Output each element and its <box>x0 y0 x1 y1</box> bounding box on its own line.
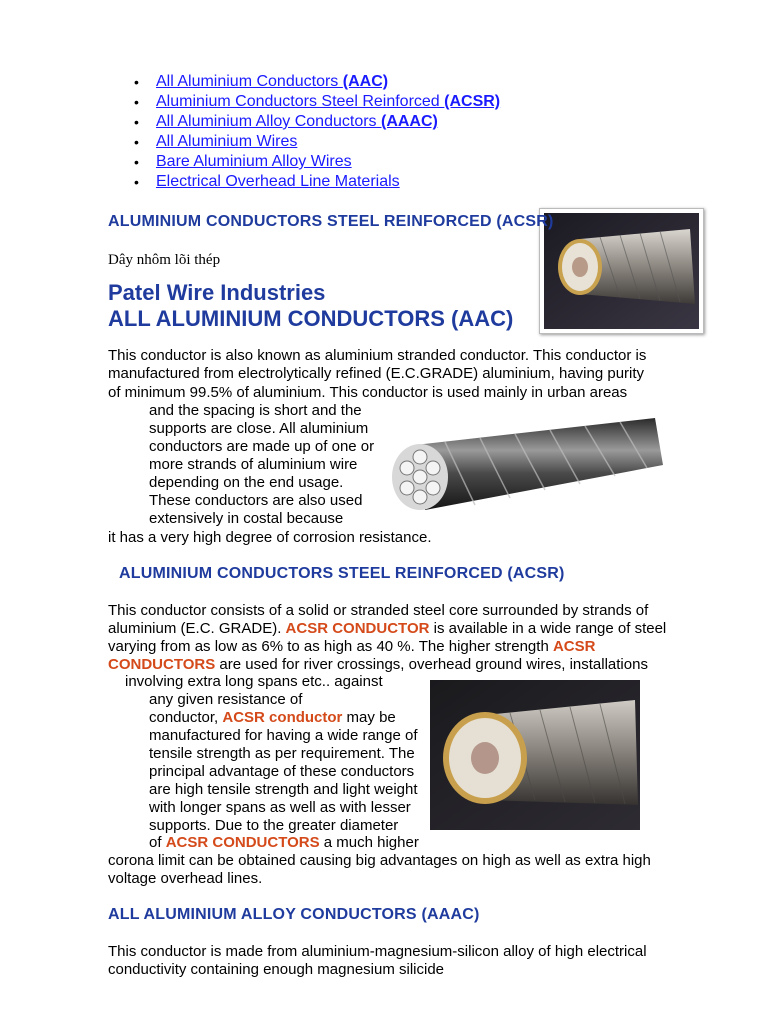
acsr-cable-photo <box>540 209 703 333</box>
acsr-highlight: ACSR <box>552 638 596 655</box>
link-aac[interactable]: All Aluminium Conductors (AAC) <box>156 73 389 90</box>
acsr-cable-photo-large <box>430 680 640 830</box>
acsr-line: voltage overhead lines. <box>108 870 263 887</box>
list-item <box>136 72 500 92</box>
acsr-line <box>108 620 666 638</box>
link-all-aluminium-wires[interactable]: All Aluminium Wires <box>156 133 298 150</box>
acsr-line <box>149 834 419 852</box>
acsr-highlight: ACSR CONDUCTOR <box>285 620 430 637</box>
list-item <box>136 172 500 192</box>
aac-line: This conductor is also known as aluminium stranded conductor. This conductor is <box>108 347 647 364</box>
text-run: varying from as low as 6% to as high as 40 %. The higher strength <box>108 638 553 655</box>
text-run: conductor, <box>149 709 223 726</box>
aac-line: depending on the end usage. <box>149 474 344 491</box>
acsr-line: corona limit can be obtained causing big advantages on high as well as extra high <box>108 852 651 869</box>
aaac-line: This conductor is made from aluminium-magnesium-silicon alloy of high electrical <box>108 943 647 960</box>
acsr-line: with longer spans as well as with lesser <box>149 799 411 816</box>
acsr-highlight: CONDUCTORS <box>108 656 216 673</box>
acsr-line <box>108 656 648 674</box>
heading-acsr: ALUMINIUM CONDUCTORS STEEL REINFORCED (ACSR) <box>119 565 565 582</box>
acsr-line: involving extra long spans etc.. against <box>125 673 383 690</box>
text-run: may be <box>342 709 396 726</box>
acsr-line: any given resistance of <box>149 691 303 708</box>
aac-cable-photo <box>385 410 665 525</box>
aac-line: extensively in costal because <box>149 510 344 527</box>
text-run: are used for river crossings, overhead ground wires, installations <box>215 656 648 673</box>
aac-line: more strands of aluminium wire <box>149 456 358 473</box>
list-item <box>136 132 500 152</box>
aac-line: supports are close. All aluminium <box>149 420 369 437</box>
heading-aaac: ALL ALUMINIUM ALLOY CONDUCTORS (AAAC) <box>108 906 480 923</box>
link-overhead-line-materials[interactable]: Electrical Overhead Line Materials <box>156 173 400 190</box>
acsr-photo-frame <box>539 208 704 334</box>
acsr-line: principal advantage of these conductors <box>149 763 415 780</box>
text-run: a much higher <box>319 834 419 851</box>
acsr-highlight: ACSR conductor <box>222 709 343 726</box>
link-bare-aluminium-alloy-wires[interactable]: Bare Aluminium Alloy Wires <box>156 153 352 170</box>
list-item <box>136 152 500 172</box>
aac-line: of minimum 99.5% of aluminium. This conductor is used mainly in urban areas <box>108 384 628 401</box>
text-run: of <box>149 834 166 851</box>
acsr-line <box>108 638 595 656</box>
acsr-line: tensile strength as per requirement. The <box>149 745 415 762</box>
aac-line: manufactured from electrolytically refined (E.C.GRADE) aluminium, having purity <box>108 365 645 382</box>
acsr-line: manufactured for having a wide range of <box>149 727 418 744</box>
acsr-highlight: ACSR CONDUCTORS <box>165 834 320 851</box>
acsr-line: are high tensile strength and light weight <box>149 781 418 798</box>
list-item <box>136 92 500 112</box>
acsr-line: supports. Due to the greater diameter <box>149 817 399 834</box>
link-acsr[interactable]: Aluminium Conductors Steel Reinforced (ACSR) <box>156 93 501 110</box>
company-name: Patel Wire Industries <box>108 280 326 305</box>
related-links-list <box>136 72 500 192</box>
aaac-line: conductivity containing enough magnesium silicide <box>108 961 445 978</box>
aac-line: These conductors are also used <box>149 492 363 509</box>
acsr-line <box>149 709 396 727</box>
text-run: is available in a wide range of steel <box>429 620 667 637</box>
link-aaac[interactable]: All Aluminium Alloy Conductors (AAAC) <box>156 113 438 130</box>
aac-title: ALL ALUMINIUM CONDUCTORS (AAC) <box>108 306 514 331</box>
list-item <box>136 112 500 132</box>
aac-line: it has a very high degree of corrosion resistance. <box>108 529 432 546</box>
acsr-line: This conductor consists of a solid or stranded steel core surrounded by strands of <box>108 602 649 619</box>
aac-line: and the spacing is short and the <box>149 402 362 419</box>
heading-acsr-top: ALUMINIUM CONDUCTORS STEEL REINFORCED (ACSR) <box>108 213 554 230</box>
aac-line: conductors are made up of one or <box>149 438 375 455</box>
vietnamese-caption: Dây nhôm lõi thép <box>108 252 221 268</box>
text-run: aluminium (E.C. GRADE). <box>108 620 286 637</box>
